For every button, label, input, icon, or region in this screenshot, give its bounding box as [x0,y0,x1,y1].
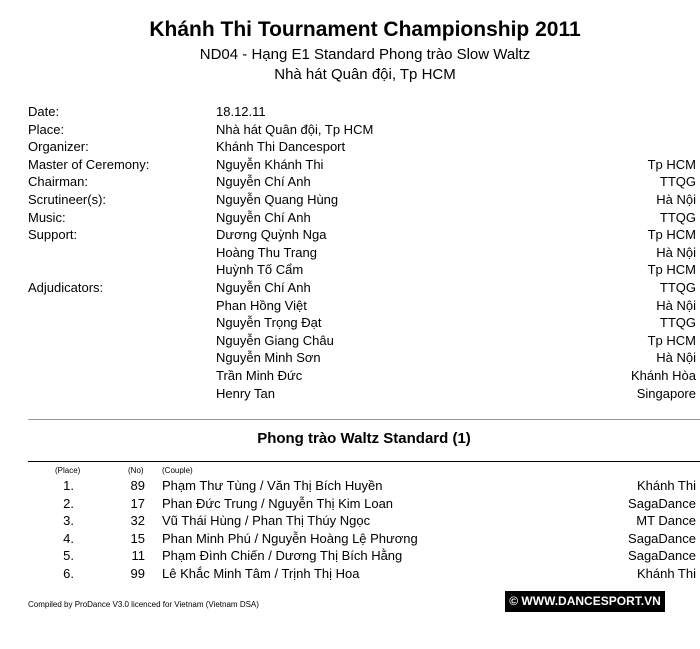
info-value: Nguyễn Chí Anh [216,209,311,225]
section-divider-bottom [28,461,700,462]
info-value: Nguyễn Giang Châu [216,332,334,348]
info-location: Khánh Hòa [630,367,696,383]
info-location: TTQG [659,315,696,331]
info-value: Nguyễn Chí Anh [216,174,311,190]
info-row [28,279,696,297]
info-row [28,156,696,174]
info-location: TTQG [659,174,696,190]
info-row [28,385,696,403]
info-value: Hoàng Thu Trang [216,244,317,260]
result-place: 2. [63,495,74,511]
result-row [28,512,696,530]
info-label: Organizer: [28,139,89,155]
result-place: 6. [63,565,74,581]
event-subtitle: ND04 - Hạng E1 Standard Phong trào Slow Waltz [199,46,531,63]
compiled-note: Compiled by ProDance V3.0 licenced for Vietnam (Vietnam DSA) [28,600,259,609]
section-divider-top [28,419,700,420]
info-location: Tp HCM [647,156,696,172]
info-value: Phan Hồng Việt [216,297,307,313]
info-value: Nhà hát Quân đội, Tp HCM [216,121,374,137]
result-number: 32 [130,513,145,529]
info-label: Adjudicators: [28,279,104,295]
info-row [28,349,696,367]
info-value: Henry Tan [216,385,276,401]
info-value: Trần Minh Đức [216,367,303,383]
info-location: TTQG [659,279,696,295]
result-couple: Phan Minh Phú / Nguyễn Hoàng Lệ Phương [162,530,418,546]
info-label: Music: [28,209,66,225]
info-location: Tp HCM [647,227,696,243]
result-club: Khánh Thi [636,478,696,493]
info-row [28,138,696,156]
info-location: Hà Nội [656,191,696,207]
result-club: Khánh Thi [636,565,696,581]
info-value: Dương Quỳnh Nga [216,227,327,243]
info-value: Nguyễn Trọng Đạt [216,315,322,331]
info-label: Chairman: [28,174,88,190]
result-number: 15 [130,530,145,546]
info-label: Support: [28,227,78,243]
document-title: Khánh Thi Tournament Championship 2011 [149,18,581,41]
result-row [28,495,696,513]
result-club: SagaDance [628,530,696,546]
info-value: Khánh Thi Dancesport [216,139,346,155]
results-table [28,477,696,583]
result-club: SagaDance [628,548,696,564]
info-row [28,209,696,227]
info-value: Nguyễn Quang Hùng [216,191,339,207]
result-club: MT Dance [636,513,696,529]
result-club: SagaDance [628,495,696,511]
info-location: Tp HCM [647,262,696,278]
info-location: Tp HCM [647,332,696,348]
info-row [28,121,696,139]
result-couple: Phạm Thư Tùng / Văn Thị Bích Huyền [162,478,383,493]
result-row [28,477,696,495]
venue-subtitle: Nhà hát Quân đội, Tp HCM [274,66,456,83]
info-row [28,314,696,332]
info-value: Nguyễn Minh Sơn [216,350,321,366]
info-value: Huỳnh Tố Cẩm [216,262,304,278]
info-row [28,173,696,191]
info-row [28,297,696,315]
info-row [28,244,696,262]
info-location: Hà Nội [656,244,696,260]
info-location: Hà Nội [656,297,696,313]
info-location: Singapore [636,385,696,401]
info-value: 18.12.11 [216,104,266,119]
result-row [28,565,696,583]
info-label: Scrutineer(s): [28,191,107,207]
info-value: Nguyễn Khánh Thi [216,156,324,172]
info-location: Hà Nội [656,350,696,366]
result-couple: Lê Khắc Minh Tâm / Trịnh Thị Hoa [162,565,360,581]
info-row [28,103,696,121]
result-couple: Phan Đức Trung / Nguyễn Thị Kim Loan [162,495,394,511]
result-row [28,547,696,565]
result-place: 3. [63,513,74,529]
result-row [28,530,696,548]
event-info-table [28,103,696,402]
result-couple: Vũ Thái Hùng / Phan Thị Thúy Ngọc [162,513,371,529]
info-row [28,367,696,385]
result-number: 89 [130,478,145,493]
column-header-place: (Place) [55,466,81,475]
result-couple: Phạm Đình Chiến / Dương Thị Bích Hằng [162,548,403,564]
column-header-no: (No) [128,466,144,475]
result-number: 17 [130,495,145,511]
info-row [28,226,696,244]
result-place: 5. [63,548,74,564]
info-row [28,191,696,209]
info-row [28,332,696,350]
info-label: Master of Ceremony: [28,156,150,172]
info-label: Place: [28,121,65,137]
info-label: Date: [28,104,60,119]
column-header-couple: (Couple) [162,466,193,475]
info-location: TTQG [659,209,696,225]
info-value: Nguyễn Chí Anh [216,279,311,295]
watermark-badge: © WWW.DANCESPORT.VN [505,591,665,612]
result-place: 1. [63,478,74,493]
result-place: 4. [63,530,74,546]
result-number: 99 [130,565,145,581]
result-number: 11 [131,548,145,564]
section-title: Phong trào Waltz Standard (1) [257,430,471,447]
info-row [28,261,696,279]
